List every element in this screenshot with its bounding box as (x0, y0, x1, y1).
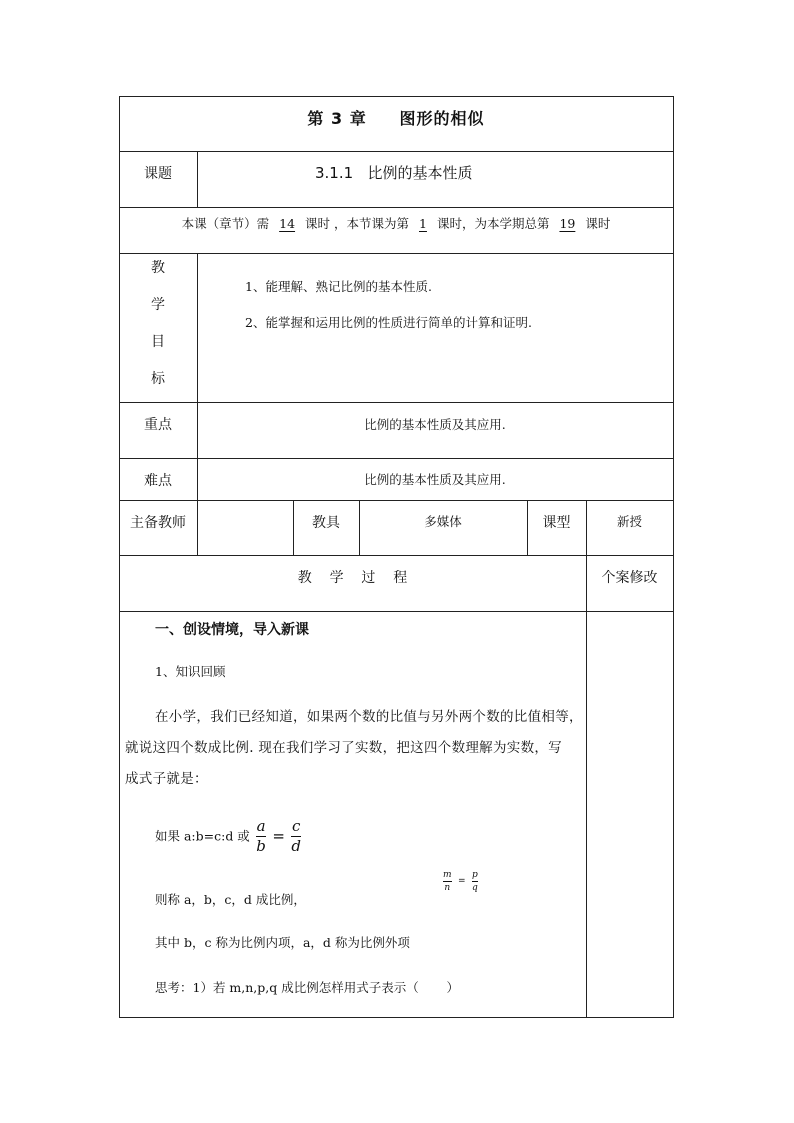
proportion-formula (155, 818, 303, 855)
hours-text-1: 本课（章节）需 (181, 216, 270, 231)
tools-value: 多媒体 (424, 514, 462, 529)
fraction-numerator: p (472, 870, 478, 880)
difficulty-value: 比例的基本性质及其应用. (364, 472, 506, 487)
table-line (119, 500, 673, 501)
fraction-denominator: b (256, 837, 266, 855)
table-line (119, 151, 673, 152)
keypoint-label: 重点 (144, 417, 172, 433)
paragraph-line: 成式子就是： (125, 771, 208, 787)
fraction-denominator: n (444, 883, 451, 893)
paragraph-line: 在小学，我们已经知道，如果两个数的比值与另外两个数的比值相等， (155, 709, 583, 725)
hours-text-4: 课时 (585, 216, 611, 231)
type-label: 课型 (542, 515, 571, 531)
hours-line (119, 218, 673, 231)
fraction-bar (443, 881, 452, 882)
type-value: 新授 (616, 514, 642, 529)
keypoint-value: 比例的基本性质及其应用. (364, 417, 506, 432)
tools-label: 教具 (312, 515, 340, 531)
paragraph-line: 就说这四个数成比例. 现在我们学习了实数，把这四个数理解为实数，写 (125, 740, 562, 756)
fraction-denominator: q (472, 883, 478, 893)
objective-item: 2、能掌握和运用比例的性质进行简单的计算和证明. (245, 315, 532, 330)
revision-header: 个案修改 (601, 570, 658, 586)
process-header: 教 学 过 程 (297, 570, 408, 586)
table-line (673, 96, 674, 1018)
objectives-label-char: 教 (151, 260, 165, 276)
fraction-c-d (291, 818, 301, 855)
table-line (119, 555, 673, 556)
statement-line: 其中 b，c 称为比例内项，a，d 称为比例外项 (155, 935, 410, 950)
objective-item: 1、能理解、熟记比例的基本性质. (245, 279, 432, 294)
objectives-label-char: 标 (151, 371, 165, 387)
table-line (119, 96, 120, 1018)
table-line (197, 253, 198, 555)
subsection-heading: 1、知识回顾 (155, 664, 226, 679)
table-line (119, 402, 673, 403)
table-line (119, 611, 673, 612)
formula-prefix: 如果 a:b=c:d 或 (155, 828, 250, 844)
table-line (119, 1017, 673, 1018)
table-line (119, 253, 673, 254)
think-question: 思考：1）若 m,n,p,q 成比例怎样用式子表示（ ） (155, 980, 460, 995)
fraction-a-b (256, 818, 266, 855)
section-heading: 一、创设情境，导入新课 (155, 622, 309, 638)
hours-term: 19 (559, 216, 576, 231)
table-line (119, 458, 673, 459)
fraction-numerator: a (256, 817, 266, 835)
difficulty-label: 难点 (144, 473, 172, 489)
hours-text-2: 课时 ，本节课为第 (305, 216, 410, 231)
fraction-m-n (443, 870, 452, 893)
statement-line: 则称 a，b，c，d 成比例， (155, 892, 306, 907)
fraction-numerator: m (443, 870, 452, 880)
table-line (197, 151, 198, 207)
fraction-denominator: d (291, 837, 301, 855)
chapter-title: 第 3 章 图形的相似 (307, 109, 485, 128)
topic-value: 3.1.1 比例的基本性质 (315, 164, 473, 182)
equals-sign: = (272, 827, 285, 845)
objectives-label-char: 学 (151, 297, 165, 313)
objectives-label-char: 目 (151, 334, 165, 350)
mini-proportion (441, 870, 480, 893)
table-line (119, 207, 673, 208)
fraction-p-q (472, 870, 478, 893)
fraction-numerator: c (291, 817, 301, 835)
fraction-bar (472, 881, 478, 882)
hours-current: 1 (419, 216, 427, 231)
hours-text-3: 课时，为本学期总第 (436, 216, 550, 231)
hours-total: 14 (279, 216, 296, 231)
topic-label: 课题 (144, 166, 172, 182)
equals-sign: = (458, 876, 466, 886)
teacher-label: 主备教师 (130, 515, 186, 531)
table-line (119, 96, 673, 97)
